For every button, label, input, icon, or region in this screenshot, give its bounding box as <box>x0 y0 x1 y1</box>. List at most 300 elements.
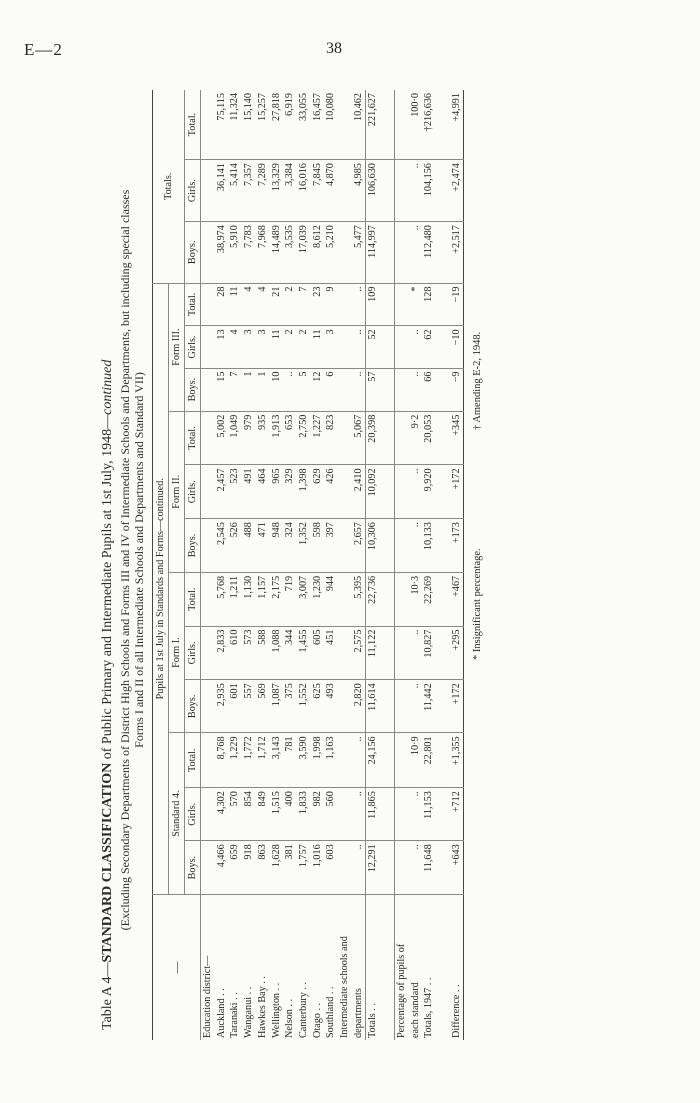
table-cell <box>201 680 215 733</box>
table-cell: 128 <box>422 283 436 326</box>
section-header-form-1: Form I. <box>169 572 185 733</box>
table-cell <box>338 90 352 160</box>
table-cell: 400 <box>283 788 297 841</box>
table-cell <box>338 841 352 895</box>
table-cell: 7,845 <box>311 160 325 222</box>
row-label: Taranaki . . <box>229 992 241 1038</box>
table-cell: 935 <box>256 411 270 465</box>
table-row <box>338 90 352 1040</box>
table-cell <box>201 368 215 411</box>
table-cell: .. <box>352 788 366 841</box>
table-cell: 11 <box>270 326 284 368</box>
table-cell: 1,833 <box>297 788 311 841</box>
table-cell: 27,818 <box>270 90 284 160</box>
table-cell: 598 <box>311 519 325 573</box>
table-cell: 1,552 <box>297 680 311 733</box>
table-cell: 10,133 <box>422 519 436 573</box>
table-cell: 7,289 <box>256 160 270 222</box>
section-header-form-2: Form II. <box>169 411 185 572</box>
table-cell <box>380 788 394 841</box>
table-cell: 610 <box>228 626 242 680</box>
table-cell: 62 <box>422 326 436 368</box>
table-cell: 3,384 <box>283 160 297 222</box>
table-cell: 9,920 <box>422 465 436 519</box>
table-cell <box>436 326 450 368</box>
table-cell: 1,087 <box>270 680 284 733</box>
table-cell: 13 <box>215 326 229 368</box>
row-label: Southland . . <box>325 986 337 1038</box>
table-cell: 605 <box>311 626 325 680</box>
table-cell: 2,545 <box>215 519 229 573</box>
table-cell: 52 <box>366 326 380 368</box>
table-row <box>297 90 311 1040</box>
table-cell: 11 <box>311 326 325 368</box>
stub-header: — <box>153 895 201 1041</box>
table-cell: 7,968 <box>256 222 270 283</box>
table-cell: +173 <box>450 519 464 573</box>
row-label: Wanganui . . <box>243 986 255 1038</box>
table-cell: +1,355 <box>450 733 464 788</box>
table-cell: 1,088 <box>270 626 284 680</box>
subheader-total: Total. <box>185 90 201 160</box>
table-cell: 1,757 <box>297 841 311 895</box>
table-cell <box>338 326 352 368</box>
table-cell: 1,163 <box>324 733 338 788</box>
table-cell <box>380 160 394 222</box>
footnote-insignificant: * Insignificant percentage. <box>472 548 484 660</box>
subheader-boys: Boys. <box>185 519 201 573</box>
row-label: Totals . . <box>366 895 380 1041</box>
table-cell: 5,002 <box>215 411 229 465</box>
table-cell: 9 <box>324 283 338 326</box>
table-cell <box>394 626 408 680</box>
row-label: Intermediate schools and <box>339 936 351 1038</box>
table-cell: 4,870 <box>324 160 338 222</box>
table-cell <box>338 222 352 283</box>
table-cell: +345 <box>450 411 464 465</box>
table-cell <box>436 160 450 222</box>
table-cell: 4,466 <box>215 841 229 895</box>
table-cell: +172 <box>450 465 464 519</box>
table-row <box>436 90 450 1040</box>
table-cell: 57 <box>366 368 380 411</box>
table-cell: 36,141 <box>215 160 229 222</box>
table-cell: 8,768 <box>215 733 229 788</box>
table-cell: 557 <box>242 680 256 733</box>
table-cell <box>201 326 215 368</box>
group-header: Pupils at 1st July in Standards and Forms—continued. <box>153 283 169 894</box>
subheader-total: Total. <box>185 733 201 788</box>
page-code: E—2 <box>24 40 63 59</box>
table-row <box>215 90 229 1040</box>
table-cell: +467 <box>450 572 464 626</box>
table-cell: 2,820 <box>352 680 366 733</box>
table-cell: −19 <box>450 283 464 326</box>
table-cell: 11,153 <box>422 788 436 841</box>
table-cell: 2,410 <box>352 465 366 519</box>
table-cell: .. <box>283 368 297 411</box>
title-rest: of Public Primary and Intermediate Pupils at 1st July, 1948— <box>100 414 115 763</box>
table-cell: 1,515 <box>270 788 284 841</box>
table-cell: 1,712 <box>256 733 270 788</box>
table-cell: 3,143 <box>270 733 284 788</box>
table-cell: 1,772 <box>242 733 256 788</box>
table-cell: 15,257 <box>256 90 270 160</box>
table-cell: −9 <box>450 368 464 411</box>
table-cell: 588 <box>256 626 270 680</box>
table-cell: 560 <box>324 788 338 841</box>
table-cell <box>201 626 215 680</box>
table-cell: 7,783 <box>242 222 256 283</box>
table-cell <box>201 283 215 326</box>
table-cell: 10,092 <box>366 465 380 519</box>
row-label: Wellington . . <box>270 982 282 1038</box>
table-cell: 375 <box>283 680 297 733</box>
table-cell <box>394 283 408 326</box>
table-cell <box>201 733 215 788</box>
table-cell <box>394 368 408 411</box>
table-cell: .. <box>409 680 423 733</box>
table-cell: 2,575 <box>352 626 366 680</box>
table-row <box>366 90 380 1040</box>
table-cell: 5,395 <box>352 572 366 626</box>
table-cell <box>380 626 394 680</box>
table-cell: 629 <box>311 465 325 519</box>
table-cell: 7 <box>228 368 242 411</box>
subheader-boys: Boys. <box>185 222 201 283</box>
rotated-table-block <box>100 80 660 1040</box>
table-cell <box>201 411 215 465</box>
table-cell: 849 <box>256 788 270 841</box>
table-cell: 471 <box>256 519 270 573</box>
table-cell: 23 <box>311 283 325 326</box>
title-prefix: Table A 4— <box>100 962 115 1030</box>
table-cell: 5,477 <box>352 222 366 283</box>
subtitle-line-2: Forms I and II of all Intermediate Schools and Departments and Standard VII) <box>132 372 146 748</box>
table-cell <box>380 733 394 788</box>
table-cell <box>394 680 408 733</box>
table-cell <box>394 222 408 283</box>
table-cell: 1,049 <box>228 411 242 465</box>
table-cell <box>394 733 408 788</box>
table-cell <box>436 626 450 680</box>
section-header-standard-4: Standard 4. <box>169 733 185 895</box>
row-label: each standard <box>409 982 421 1038</box>
table-cell: 3 <box>324 326 338 368</box>
title-main: STANDARD CLASSIFICATION <box>100 762 115 963</box>
table-cell: 7 <box>297 283 311 326</box>
table-cell: 6,919 <box>283 90 297 160</box>
row-label: Auckland . . <box>215 988 227 1038</box>
table-cell: 4 <box>256 283 270 326</box>
table-cell <box>338 368 352 411</box>
table-cell: 344 <box>283 626 297 680</box>
table-cell <box>380 222 394 283</box>
table-cell: .. <box>409 368 423 411</box>
table-cell <box>338 160 352 222</box>
table-cell: 601 <box>228 680 242 733</box>
table-cell <box>338 680 352 733</box>
table-cell: .. <box>352 733 366 788</box>
row-label <box>436 895 450 1041</box>
table-cell: 16,457 <box>311 90 325 160</box>
table-cell: 4,985 <box>352 160 366 222</box>
table-row <box>201 90 215 1040</box>
table-cell: 603 <box>324 841 338 895</box>
table-cell: 10,306 <box>366 519 380 573</box>
subheader-boys: Boys. <box>185 841 201 895</box>
row-label: Hawkes Bay . . <box>256 976 268 1038</box>
table-cell: 1 <box>242 368 256 411</box>
table-cell: +2,474 <box>450 160 464 222</box>
table-cell: .. <box>409 626 423 680</box>
table-cell: 33,055 <box>297 90 311 160</box>
table-cell: 10,827 <box>422 626 436 680</box>
table-cell <box>394 465 408 519</box>
subheader-total: Total. <box>185 411 201 465</box>
table-row <box>380 90 394 1040</box>
table-cell <box>201 465 215 519</box>
table-cell: 2,833 <box>215 626 229 680</box>
table-cell <box>201 788 215 841</box>
table-row <box>352 90 366 1040</box>
table-cell: 24,156 <box>366 733 380 788</box>
table-cell: †216,636 <box>422 90 436 160</box>
table-cell: .. <box>409 465 423 519</box>
table-cell: 1,211 <box>228 572 242 626</box>
table-cell: .. <box>409 788 423 841</box>
table-cell: 21 <box>270 283 284 326</box>
table-cell: 12 <box>311 368 325 411</box>
table-cell: 944 <box>324 572 338 626</box>
table-cell <box>436 841 450 895</box>
subheader-total: Total. <box>185 283 201 326</box>
table-cell: 863 <box>256 841 270 895</box>
table-cell <box>380 368 394 411</box>
table-cell: 66 <box>422 368 436 411</box>
table-cell <box>436 519 450 573</box>
table-cell: 1,398 <box>297 465 311 519</box>
table-cell: 10,080 <box>324 90 338 160</box>
subtitle-line-1: (Excluding Secondary Departments of District High Schools and Forms III and IV of Intermediate Schools and Departments, but including special classes <box>118 189 132 931</box>
table-cell: 979 <box>242 411 256 465</box>
table-cell <box>380 326 394 368</box>
table-cell: 22,801 <box>422 733 436 788</box>
table-cell <box>436 680 450 733</box>
table-cell <box>338 626 352 680</box>
table-cell: 965 <box>270 465 284 519</box>
table-cell: 523 <box>228 465 242 519</box>
subheader-total: Total. <box>185 572 201 626</box>
table-cell <box>380 841 394 895</box>
table-cell: 75,115 <box>215 90 229 160</box>
row-label: Education district— <box>202 955 213 1038</box>
table-row <box>283 90 297 1040</box>
table-cell: 2,457 <box>215 465 229 519</box>
table-cell: 526 <box>228 519 242 573</box>
table-cell <box>436 572 450 626</box>
table-cell <box>201 841 215 895</box>
table-cell: 1,913 <box>270 411 284 465</box>
row-label: Percentage of pupils of <box>394 895 408 1041</box>
table-row <box>256 90 270 1040</box>
section-header-form-3: Form III. <box>169 283 185 411</box>
table-cell: .. <box>352 283 366 326</box>
table-cell: 1,352 <box>297 519 311 573</box>
table-cell: 2 <box>297 326 311 368</box>
table-cell: +712 <box>450 788 464 841</box>
subheader-girls: Girls. <box>185 326 201 368</box>
table-cell: .. <box>409 519 423 573</box>
table-cell: 569 <box>256 680 270 733</box>
table-cell <box>436 788 450 841</box>
table-cell: 3 <box>242 326 256 368</box>
table-cell: 3,590 <box>297 733 311 788</box>
table-cell <box>436 411 450 465</box>
table-cell: +4,991 <box>450 90 464 160</box>
row-label <box>380 895 394 1041</box>
page-number: 38 <box>326 40 342 57</box>
table-cell <box>338 411 352 465</box>
classification-table <box>152 90 464 1040</box>
totals-header: Totals. <box>153 90 185 283</box>
table-cell: 5,910 <box>228 222 242 283</box>
table-cell: 854 <box>242 788 256 841</box>
table-cell: 106,630 <box>366 160 380 222</box>
table-cell: 659 <box>228 841 242 895</box>
table-cell <box>394 841 408 895</box>
table-cell: 451 <box>324 626 338 680</box>
table-cell <box>201 222 215 283</box>
table-cell <box>201 90 215 160</box>
row-label: Nelson . . <box>284 998 296 1038</box>
table-cell: 100·0 <box>409 90 423 160</box>
table-cell <box>394 90 408 160</box>
table-cell: 5 <box>297 368 311 411</box>
table-cell: 11,442 <box>422 680 436 733</box>
table-cell: 1,157 <box>256 572 270 626</box>
table-row <box>422 90 436 1040</box>
table-cell: 5,067 <box>352 411 366 465</box>
table-cell <box>436 733 450 788</box>
table-cell: 221,627 <box>366 90 380 160</box>
table-cell: 3,007 <box>297 572 311 626</box>
table-cell: 1,229 <box>228 733 242 788</box>
table-cell <box>338 572 352 626</box>
table-cell: 3,535 <box>283 222 297 283</box>
table-cell: 11,614 <box>366 680 380 733</box>
table-cell: 2,175 <box>270 572 284 626</box>
table-cell: 653 <box>283 411 297 465</box>
table-cell: .. <box>409 222 423 283</box>
table-cell: 1,998 <box>311 733 325 788</box>
table-cell: 982 <box>311 788 325 841</box>
table-cell: 397 <box>324 519 338 573</box>
table-cell: 5,210 <box>324 222 338 283</box>
table-cell <box>394 788 408 841</box>
table-cell: 1,455 <box>297 626 311 680</box>
table-cell: 381 <box>283 841 297 895</box>
table-cell: 4,302 <box>215 788 229 841</box>
table-row <box>409 90 423 1040</box>
table-cell <box>201 160 215 222</box>
table-cell <box>201 572 215 626</box>
table-cell <box>436 283 450 326</box>
table-cell: 10,462 <box>352 90 366 160</box>
footnotes <box>472 80 488 1040</box>
table-cell: 109 <box>366 283 380 326</box>
table-cell: 2,750 <box>297 411 311 465</box>
table-cell <box>338 465 352 519</box>
table-cell: 114,997 <box>366 222 380 283</box>
table-cell: 1 <box>256 368 270 411</box>
table-cell: 15 <box>215 368 229 411</box>
row-label: Canterbury . . <box>297 981 309 1038</box>
table-cell <box>338 283 352 326</box>
table-cell: 2,657 <box>352 519 366 573</box>
table-cell: 3 <box>256 326 270 368</box>
subheader-boys: Boys. <box>185 368 201 411</box>
table-row <box>228 90 242 1040</box>
subheader-girls: Girls. <box>185 465 201 519</box>
table-cell: 7,357 <box>242 160 256 222</box>
table-cell <box>380 90 394 160</box>
table-cell: 9·2 <box>409 411 423 465</box>
row-label: Totals, 1947 . . <box>423 977 435 1038</box>
table-cell: 10·9 <box>409 733 423 788</box>
table-cell: 20,398 <box>366 411 380 465</box>
table-cell: 14,489 <box>270 222 284 283</box>
table-cell: 1,130 <box>242 572 256 626</box>
table-cell: 13,329 <box>270 160 284 222</box>
table-cell: 17,039 <box>297 222 311 283</box>
table-cell: 488 <box>242 519 256 573</box>
table-cell: 823 <box>324 411 338 465</box>
table-cell: 948 <box>270 519 284 573</box>
table-row <box>311 90 325 1040</box>
table-cell: +295 <box>450 626 464 680</box>
table-cell: 493 <box>324 680 338 733</box>
table-cell: 2 <box>283 326 297 368</box>
table-cell <box>380 411 394 465</box>
title-continued: continued <box>100 359 115 415</box>
table-cell: .. <box>409 841 423 895</box>
table-cell: 112,480 <box>422 222 436 283</box>
table-cell <box>338 733 352 788</box>
table-cell <box>436 222 450 283</box>
table-row <box>324 90 338 1040</box>
subheader-girls: Girls. <box>185 160 201 222</box>
table-cell <box>394 326 408 368</box>
table-cell: +643 <box>450 841 464 895</box>
table-row <box>450 90 464 1040</box>
table-cell: 570 <box>228 788 242 841</box>
table-cell: 22,269 <box>422 572 436 626</box>
table-cell: .. <box>409 160 423 222</box>
table-cell: 329 <box>283 465 297 519</box>
table-cell: 104,156 <box>422 160 436 222</box>
table-cell <box>436 465 450 519</box>
table-cell: 324 <box>283 519 297 573</box>
table-cell: 2,935 <box>215 680 229 733</box>
table-cell: 11,865 <box>366 788 380 841</box>
table-cell: 16,016 <box>297 160 311 222</box>
table-cell: 4 <box>228 326 242 368</box>
row-label: departments <box>352 988 364 1038</box>
table-title <box>100 80 116 1030</box>
footnote-amending: † Amending E-2, 1948. <box>472 331 484 430</box>
table-cell: 2 <box>283 283 297 326</box>
